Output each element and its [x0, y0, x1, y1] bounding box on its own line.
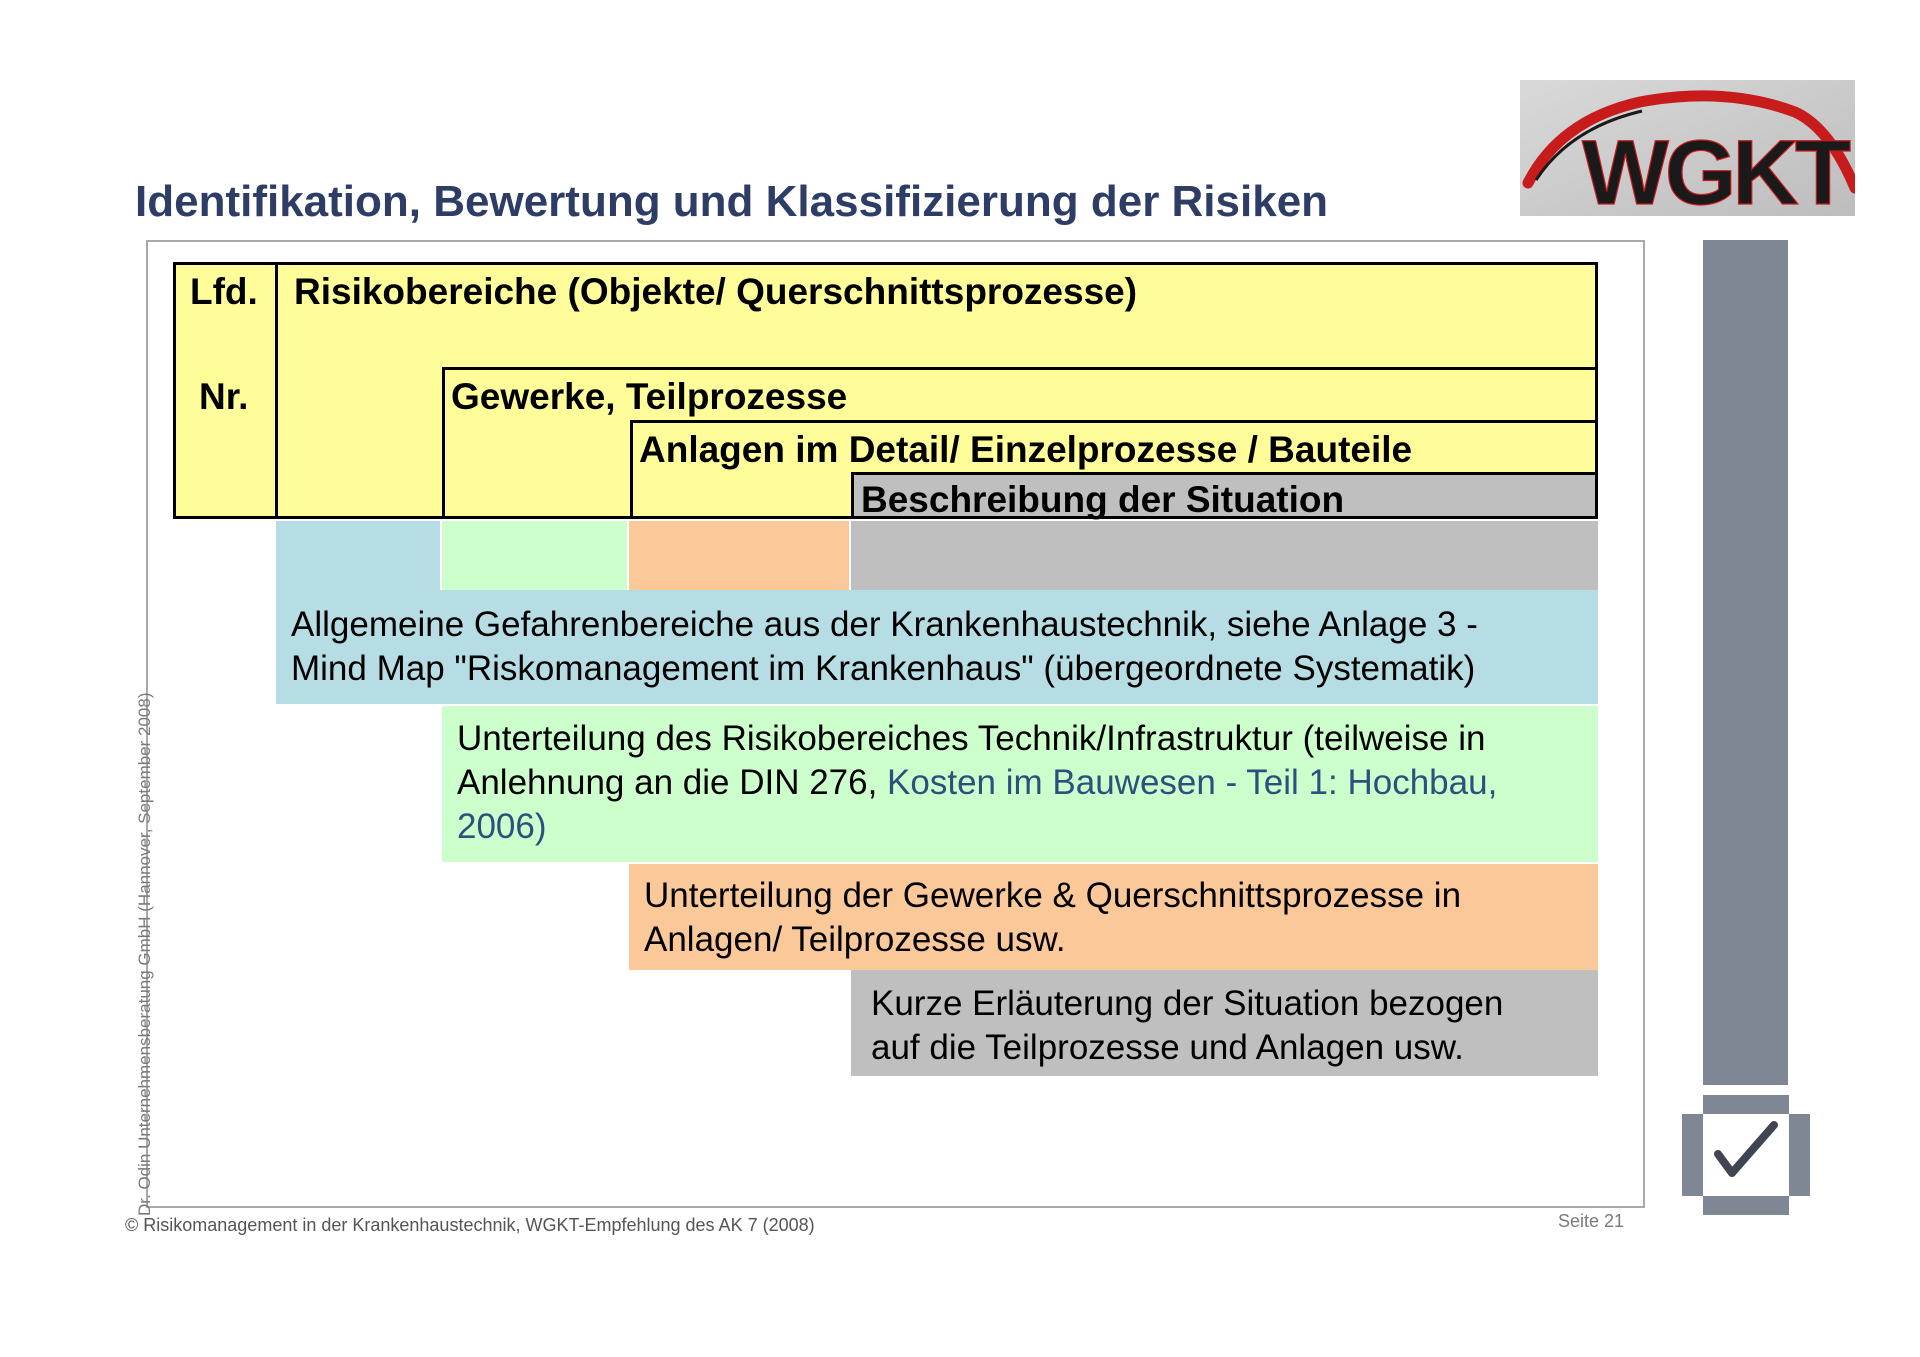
page-title: Identifikation, Bewertung und Klassifizierung der Risiken [135, 177, 1329, 226]
level2-header: Gewerke, Teilprozesse [451, 376, 848, 417]
level1-header: Risikobereiche (Objekte/ Querschnittsprozesse) [294, 271, 1138, 312]
row-divider [853, 472, 1595, 475]
page-number: Seite 21 [1558, 1211, 1625, 1231]
level3-header: Anlagen im Detail/ Einzelprozesse / Bauteile [639, 429, 1413, 470]
level3-strip [629, 521, 849, 590]
level3-description: Unterteilung der Gewerke & Querschnittsprozesse in Anlagen/ Teilprozesse usw. [629, 864, 1598, 970]
column-label-nr: Nr. [199, 376, 249, 417]
wgkt-logo-graphic [1520, 80, 1855, 216]
level4-header: Beschreibung der Situation [861, 479, 1345, 520]
din-276-reference: Kosten im Bauwesen - Teil 1: Hochbau, 2006) [457, 763, 1498, 846]
wgkt-logo [1520, 80, 1855, 216]
level4-description: Kurze Erläuterung der Situation bezogen auf die Teilprozesse und Anlagen usw. [851, 970, 1598, 1076]
column-divider [851, 472, 854, 516]
level4-strip [851, 521, 1598, 590]
decorative-side-bar [1703, 240, 1788, 1085]
svg-text:WGKT: WGKT [1582, 122, 1848, 216]
column-divider [275, 265, 278, 516]
vertical-copyright: Dr. Odin Unternehmensberatung GmbH (Hannover, September 2008) [135, 692, 154, 1216]
odin-logo [1682, 1095, 1810, 1215]
level1-strip [276, 521, 440, 590]
row-divider [443, 367, 1595, 370]
footer-note: © Risikomanagement in der Krankenhaustechnik, WGKT-Empfehlung des AK 7 (2008) [125, 1215, 815, 1235]
level2-description-text: Unterteilung des Risikobereiches Technik/Infrastruktur (teilweise in Anlehnung an die DIN 276, [457, 719, 1486, 802]
column-divider [630, 420, 633, 516]
column-divider [442, 367, 445, 516]
column-label-lfd: Lfd. [190, 271, 258, 312]
level2-description [442, 706, 1598, 862]
level1-description: Allgemeine Gefahrenbereiche aus der Krankenhaustechnik, siehe Anlage 3 - Mind Map "Riskomanagement im Krankenhaus" (übergeordnete Systematik) [276, 590, 1598, 704]
row-divider [631, 420, 1595, 423]
checkmark-icon [1682, 1095, 1810, 1215]
header-table [173, 262, 1598, 519]
level2-strip [442, 521, 627, 590]
